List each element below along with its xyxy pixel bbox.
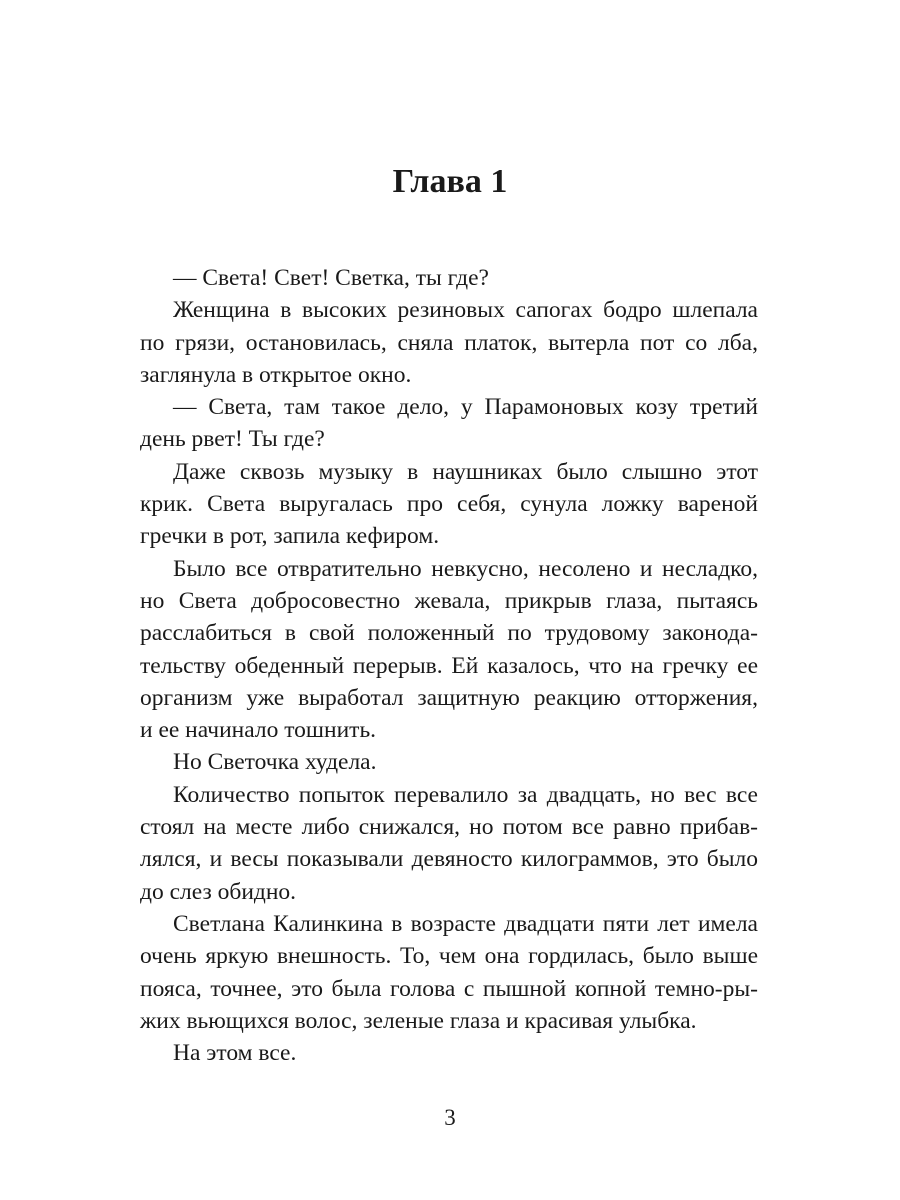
text-line: расслабиться в свой положенный по трудовому законода-: [140, 620, 758, 647]
text-line: и ее начинало тошнить.: [140, 717, 377, 744]
text-line: На этом все.: [173, 1040, 297, 1067]
text-line: — Света, там такое дело, у Парамоновых козу третий: [173, 394, 758, 421]
text-line: Но Светочка худела.: [173, 749, 377, 776]
text-line: по грязи, остановилась, сняла платок, вытерла пот со лба,: [140, 329, 758, 356]
text-line: организм уже выработал защитную реакцию отторжения,: [140, 684, 758, 711]
page-number: 3: [444, 1105, 456, 1130]
text-line: очень яркую внешность. То, чем она гордилась, было выше: [140, 943, 758, 970]
text-line: Количество попыток перевалило за двадцать, но вес все: [173, 781, 758, 808]
text-line: — Света! Свет! Светка, ты где?: [173, 265, 489, 291]
text-line: Даже сквозь музыку в наушниках было слышно этот: [173, 458, 758, 485]
text-line: лялся, и весы показывали девяносто килограммов, это было: [140, 846, 758, 873]
text-line: Было все отвратительно невкусно, несолено и несладко,: [173, 555, 758, 582]
text-line: жих вьющихся волос, зеленые глаза и красивая улыбка.: [140, 1007, 697, 1034]
text-line: стоял на месте либо снижался, но потом все равно прибав-: [140, 814, 758, 841]
chapter-title: Глава 1: [392, 163, 508, 200]
text-line: тельству обеденный перерыв. Ей казалось, что на гречку ее: [140, 652, 758, 679]
text-line: Женщина в высоких резиновых сапогах бодро шлепала: [173, 297, 758, 324]
chapter-text: [140, 262, 758, 1069]
text-line: пояса, точнее, это была голова с пышной копной темно-ры-: [140, 975, 758, 1002]
text-line: но Света добросовестно жевала, прикрыв глаза, пытаясь: [140, 587, 758, 614]
text-line: заглянула в открытое окно.: [140, 361, 412, 388]
text-line: гречки в рот, запила кефиром.: [140, 523, 440, 550]
text-line: до слез обидно.: [140, 878, 297, 905]
text-line: Светлана Калинкина в возрасте двадцати пяти лет имела: [173, 910, 758, 937]
text-line: крик. Света выругалась про себя, сунула ложку вареной: [140, 491, 758, 518]
text-line: день рвет! Ты где?: [140, 426, 325, 453]
